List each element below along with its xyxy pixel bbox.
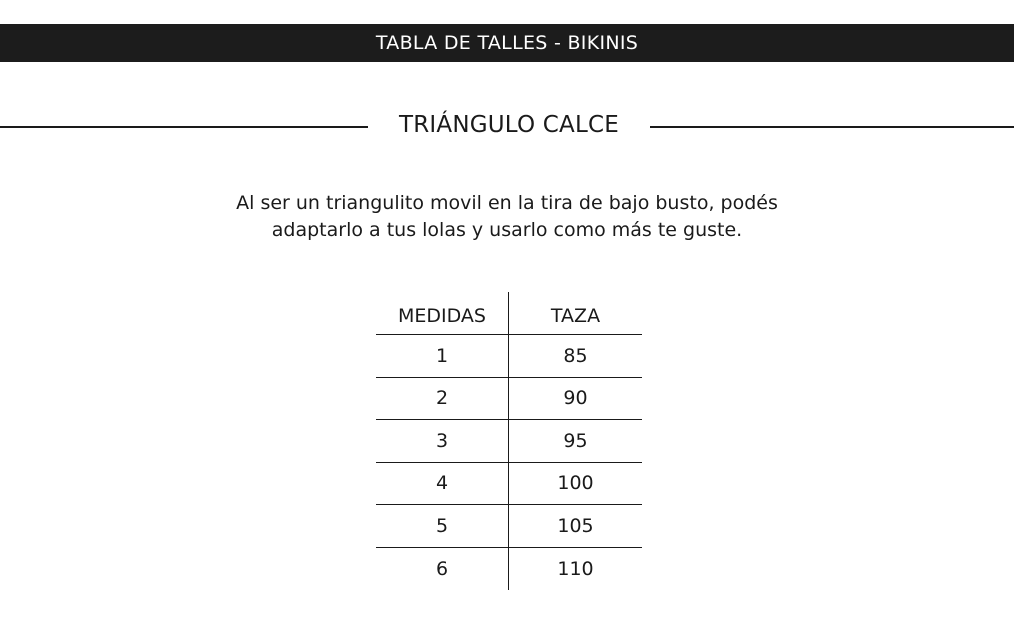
section-heading [0,108,1014,144]
table-row [376,463,642,506]
table-row [376,420,642,463]
table-header-row [376,292,642,335]
taza-cell: 100 [557,472,594,495]
medida-cell: 5 [376,505,509,547]
table-row [376,378,642,421]
banner-title: TABLA DE TALLES - BIKINIS [375,32,639,54]
taza-cell: 105 [557,514,594,537]
medida-cell: 1 [376,335,509,377]
taza-cell: 110 [557,557,594,580]
top-banner [0,24,1014,62]
column-header-medidas: MEDIDAS [376,292,509,334]
column-header-taza: TAZA [550,304,601,327]
medida-cell: 2 [376,378,509,420]
size-table [376,292,642,590]
taza-cell: 85 [563,344,588,367]
description-line-2: adaptarlo a tus lolas y usarlo como más te guste. [271,219,743,241]
medida-cell: 6 [376,548,509,591]
heading-divider-left [0,126,368,128]
medida-cell: 4 [376,463,509,505]
taza-cell: 90 [563,387,588,410]
table-row [376,505,642,548]
description-text [180,190,834,244]
table-row [376,548,642,591]
table-row [376,335,642,378]
taza-cell: 95 [563,429,588,452]
description-line-1: Al ser un triangulito movil en la tira de bajo busto, podés [236,192,778,214]
heading-divider-right [650,126,1014,128]
medida-cell: 3 [376,420,509,462]
section-title: TRIÁNGULO CALCE [398,112,620,138]
